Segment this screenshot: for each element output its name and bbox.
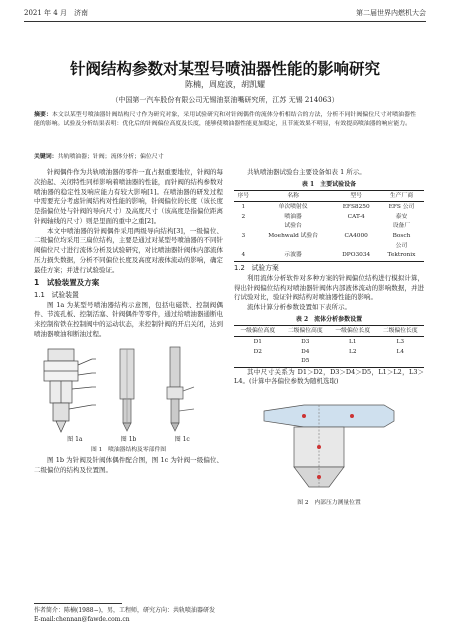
author-email: E-mail:chennan@fawde.com.cn <box>34 615 130 623</box>
figure-1-labels <box>34 435 223 444</box>
footnote-rule <box>34 603 122 604</box>
table-1-title: 表 1 主要试验设备 <box>301 180 357 188</box>
authors: 陈楠，周庭波，胡凯耀 <box>185 80 265 89</box>
table-row <box>234 347 424 357</box>
abstract <box>34 110 416 129</box>
figure-1c-label: 图 1c <box>174 435 190 443</box>
equipment-table <box>234 190 424 262</box>
abstract-text: 本文以某型号喷油器针阀结构尺寸作为研究对象，采用试验研究和对针阀偶件的流体分析相结合的方法，分析不同针阀偏位尺寸对喷油器性能的影响。试验及分析结果表明：优化后的针阀偏位高度及长度，能够使喷油器性能更加稳定，且节流效果不明显，有效提高喷油器的响应能力。 <box>34 112 417 128</box>
table-header-cell: 型号 <box>333 190 378 202</box>
author-bio: 作者简介：陈楠(1988−)，男，工程师，研究方向：共轨喷油器研发 <box>34 607 215 614</box>
table-cell <box>333 241 378 251</box>
figure-1-caption: 图 1 喷油器结构及零部件图 <box>90 446 167 453</box>
table-cell: Tektronix <box>387 252 416 259</box>
table-cell <box>234 357 282 367</box>
table-cell <box>377 357 425 367</box>
injector-figure <box>34 343 223 435</box>
left-column <box>34 168 223 476</box>
paper-title: 针阀结构参数对某型号喷油器性能的影响研究 <box>69 59 380 78</box>
running-header <box>24 6 426 20</box>
keywords-label: 关键词： <box>34 153 58 160</box>
table-cell: L3 <box>396 338 405 345</box>
table-cell <box>234 241 253 251</box>
table-row <box>234 251 424 261</box>
table-header-cell: 生产厂商 <box>379 190 424 202</box>
table-row <box>234 202 424 212</box>
injector-assembly-drawing <box>44 349 96 432</box>
table-row <box>234 222 424 232</box>
keywords <box>34 151 416 160</box>
table-cell: Moehwald 试验台 <box>268 233 319 239</box>
table-row <box>234 241 424 251</box>
table-cell: CA4000 <box>344 233 368 239</box>
table-row <box>234 357 424 367</box>
table-cell: EFS8250 <box>342 203 370 210</box>
table-cell: 设备厂 <box>392 223 411 230</box>
table-cell: EFS 公司 <box>388 203 415 210</box>
subsection-heading: 1.1 试验装置 <box>34 290 79 299</box>
table-cell: D4 <box>301 348 310 355</box>
keywords-text: 共轨喷油器；针阀；流体分析；偏位尺寸 <box>57 154 164 160</box>
paragraph: 本文中喷油器的针阀偶件采用两级导向结构[3]，一级偏位、二级偏位均采用三扁位结构，主要是通过对某型号喷油器的不同针阀偏位尺寸进行流体分析及试验研究，对比喷油器针阀体内部流体压力损失数据，分析不同偏位长度及高度对液体流动的影响，确定最佳方案；并进行试验验证。 <box>34 226 223 274</box>
table-header-cell: 二级偏位高度 <box>282 325 330 337</box>
table-cell: 单次喷射仪 <box>278 203 308 210</box>
table-cell <box>234 222 253 232</box>
figure-2 <box>234 391 424 497</box>
table-cell: L4 <box>396 348 405 355</box>
table-cell: 4 <box>241 252 246 259</box>
table-header-cell: 序号 <box>234 190 253 202</box>
table-header-cell: 一级偏位长度 <box>329 325 377 337</box>
table-cell: 3 <box>241 233 246 239</box>
figure-2-caption: 图 2 内部压力测量位置 <box>297 500 361 506</box>
subsection-heading: 1.2 试验方案 <box>234 263 279 272</box>
table-cell: 1 <box>241 203 246 210</box>
paragraph: 其中尺寸关系为 D1＞D2，D3＞D4＞D5，L1＞L2，L3＞L4。(计算中各偏位参数为随机选取) <box>234 367 424 386</box>
table-cell <box>329 357 377 367</box>
footnote <box>34 607 215 624</box>
paragraph: 图 1b 为针阀及针阀体偶件配合图，图 1c 为针阀一级偏位、二级偏位的结构及位置图。 <box>34 456 223 475</box>
table-cell: 试验台 <box>284 223 302 230</box>
table-cell: 泰安 <box>395 213 408 220</box>
paragraph: 图 1a 为某型号喷油器结构示意图，包括电磁铁、控制阀偶件、节流孔板、控制活塞、针阀偶件等零件，通过给喷油器通断电来控制衔铁在控制阀中的运动状态，来控制针阀的开启关闭，达到喷油器喷油和断油过程。 <box>34 300 223 338</box>
table-cell: 示波器 <box>284 252 302 259</box>
table-header-cell: 名称 <box>253 190 334 202</box>
needle-cross-section-drawing <box>264 405 394 487</box>
table-cell: Bosch <box>392 233 411 239</box>
header-conference: 第二届世界内燃机大会 <box>356 9 426 17</box>
table-cell <box>253 241 334 251</box>
table-header-cell: 二级偏位长度 <box>377 325 425 337</box>
table-header-cell: 一级偏位高度 <box>234 325 282 337</box>
table-header-row <box>234 190 424 202</box>
table-cell: DPO3034 <box>342 252 371 259</box>
table-cell: D1 <box>253 338 262 345</box>
paragraph: 针阀偶件作为共轨喷油器的零件一直占据重要地位，针阀的每次抬起、关闭特性同样影响着喷油器的性能，而针阀的结构参数对喷油器的稳定性及响应能力有较大影响[1]。在喷油器的研发过程中需要充分考虑针阀结构对性能的影响，针阀偏位的长度（该长度是指偏位处与针阀的导向尺寸）及高度尺寸（该高度是指偏位距离针阀轴线的尺寸）则是里面的重中之重[2]。 <box>34 168 223 225</box>
table-cell: L2 <box>348 348 357 355</box>
table-row <box>234 337 424 347</box>
section-heading: 1 试验装置及方案 <box>34 278 100 288</box>
needle-offset-drawing <box>167 347 194 431</box>
table-cell: 喷油器 <box>284 213 302 220</box>
needle-valve-body-drawing <box>120 349 134 431</box>
table-cell: D5 <box>301 358 310 365</box>
table-2-title: 表 2 流体分析参数设置 <box>295 315 363 323</box>
table-cell: D2 <box>253 348 262 355</box>
figure-1b-label: 图 1b <box>120 435 137 443</box>
paragraph: 利用流体分析软件对多种方案的针阀偏位结构进行模拟计算，得出针阀偏位结构对喷油器针阀体内部液体流动的影响数据，并进行试验对比，验证针阀结构对喷油器性能的影响。 <box>234 273 424 302</box>
right-column <box>234 168 424 510</box>
table-row <box>234 212 424 222</box>
figure-1a-label: 图 1a <box>67 435 83 443</box>
pressure-measurement-figure <box>234 391 424 497</box>
affiliation: （中国第一汽车股份有限公司无锡油泵油嘴研究所，江苏 无锡 214063） <box>111 96 339 104</box>
table-header-row <box>234 325 424 337</box>
header-date: 2021 年 4 月 济南 <box>24 9 88 17</box>
table-cell: CAT-4 <box>347 213 365 220</box>
header-rule <box>24 21 426 22</box>
parameter-table <box>234 325 424 368</box>
table-cell: 2 <box>241 213 246 220</box>
abstract-label: 摘要： <box>34 111 52 118</box>
paragraph: 流体计算分析参数设置如下表所示。 <box>247 303 351 311</box>
table-cell <box>333 222 378 232</box>
table-row <box>234 232 424 242</box>
paragraph: 共轨喷油器试验台主要设备如表 1 所示。 <box>247 168 366 176</box>
table-cell: L1 <box>348 338 357 345</box>
table-cell: D3 <box>301 338 310 345</box>
table-cell: 公司 <box>395 242 408 249</box>
figure-1 <box>34 343 223 435</box>
